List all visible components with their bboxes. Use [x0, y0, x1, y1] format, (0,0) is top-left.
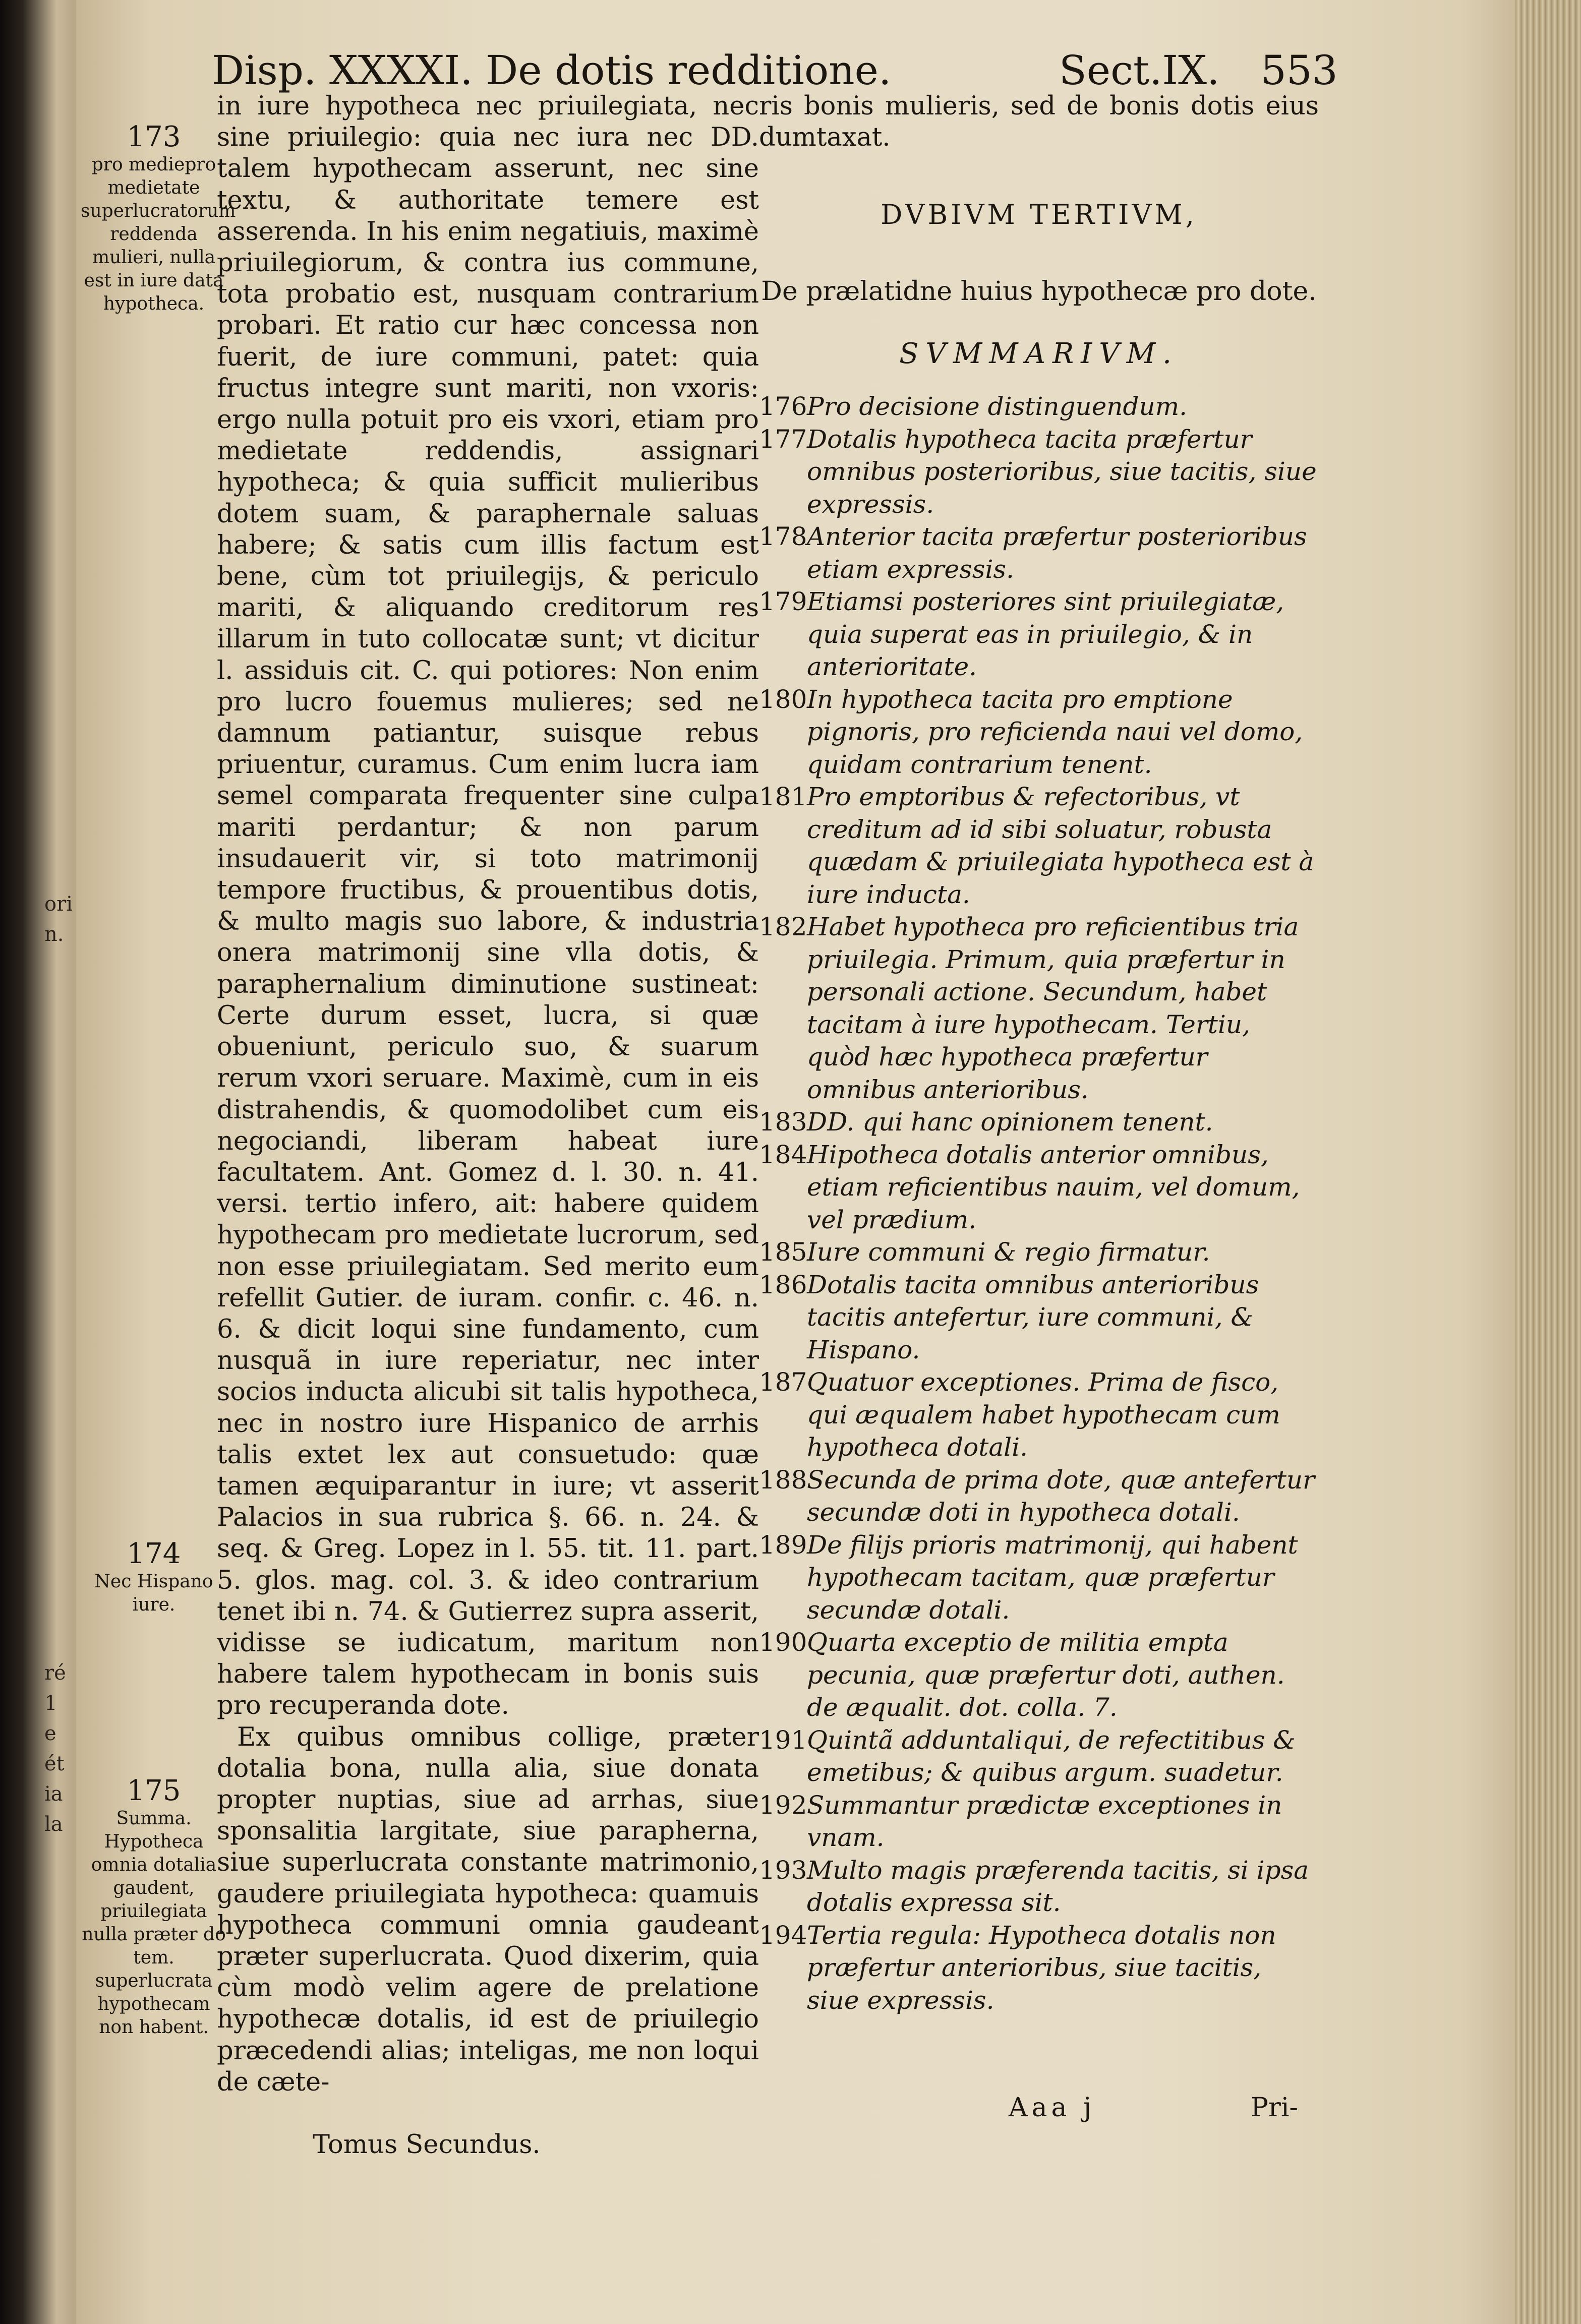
previous-page-edge: [0, 0, 76, 2324]
summary-item: [759, 1626, 1319, 1724]
summary-item-number: 189: [759, 1530, 807, 1560]
marginal-note-174: [81, 1538, 227, 1617]
summary-item: [759, 585, 1319, 683]
margin-number: 174: [127, 1537, 181, 1570]
section-subheading: De prælatidne huius hypothecæ pro dote.: [761, 276, 1317, 307]
marginal-note-175: [81, 1775, 227, 2039]
summary-item: [759, 1366, 1319, 1464]
page-number: 553: [1261, 47, 1338, 94]
summary-item: [759, 1919, 1319, 2017]
summary-item: [759, 683, 1319, 781]
summary-item-text: Dotalis tacita omnibus anterioribus tacitis antefertur, iure communi, & Hispano.: [807, 1270, 1259, 1364]
prev-page-fragment: e: [44, 1722, 56, 1745]
summary-item-text: Anterior tacita præfertur posterioribus etiam expressis.: [807, 522, 1307, 584]
summary-item-number: 178: [759, 522, 807, 551]
summary-item-text: Quarta exceptio de militia empta pecunia, quæ præfertur doti, authen. de æqualit. dot. colla. 7.: [807, 1628, 1285, 1722]
summary-item-text: Tertia regula: Hypotheca dotalis non præfertur anterioribus, siue tacitis, siue expressis.: [807, 1920, 1276, 2015]
summary-item: [759, 1529, 1319, 1627]
margin-text: Summa. Hypotheca omnia dotalia gaudent, priuilegiata nulla præter do tem. superlucrata hypothecam non habent.: [82, 1808, 226, 2038]
summary-item-number: 176: [759, 392, 807, 421]
summary-item-text: Pro decisione distinguendum.: [807, 392, 1188, 421]
margin-text: pro mediepro medietate superlucratorum reddenda mulieri, nulla est in iure data hypotheca.: [81, 154, 236, 314]
summary-item-text: Dotalis hypotheca tacita præfertur omnibus posterioribus, siue tacitis, siue expressis.: [807, 424, 1317, 519]
prev-page-fragment: n.: [44, 923, 64, 946]
catchword: Pri-: [1251, 2093, 1299, 2123]
summary-item-text: Habet hypotheca pro reficientibus tria priuilegia. Primum, quia præfertur in personali actione. Secundum, habet tacitam à iure hypothecam. Tertiu, quòd hæc hypotheca præfertur omnibus anterioribus.: [807, 912, 1299, 1104]
summary-item-text: Multo magis præferenda tacitis, si ipsa dotalis expressa sit.: [807, 1855, 1309, 1917]
summary-item-text: Hipotheca dotalis anterior omnibus, etiam reficientibus nauim, vel domum, vel prædium.: [807, 1140, 1300, 1234]
summary-item-text: Iure communi & regio firmatur.: [807, 1237, 1210, 1267]
summary-item: [759, 1106, 1319, 1139]
summary-item: [759, 781, 1319, 911]
prev-page-fragment: ia: [44, 1782, 63, 1806]
summary-item: [759, 390, 1319, 423]
summary-item-text: DD. qui hanc opinionem tenent.: [807, 1107, 1213, 1137]
prev-page-fragment: ori: [44, 892, 73, 916]
summary-item-number: 180: [759, 684, 807, 714]
summary-item: [759, 423, 1319, 521]
summary-item-text: Quintã adduntaliqui, de refectitibus & emetibus; & quibus argum. suadetur.: [807, 1725, 1296, 1787]
summary-item: [759, 1464, 1319, 1529]
prev-page-fragment: ét: [44, 1752, 65, 1775]
signature-mark: Aaa j: [1009, 2093, 1096, 2123]
summary-item-text: In hypotheca tacita pro emptione pignoris, pro reficienda naui vel domo, quidam contrarium tenent.: [807, 684, 1303, 779]
summary-item: [759, 1724, 1319, 1789]
summary-item-text: Etiamsi posteriores sint priuilegiatæ, quia superat eas in priuilegio, & in anterioritate.: [807, 587, 1284, 681]
summary-item: [759, 911, 1319, 1106]
summary-item-text: Pro emptoribus & refectoribus, vt creditum ad id sibi soluatur, robusta quædam & priuilegiata hypotheca est à iure inducta.: [807, 782, 1314, 909]
left-column: [217, 91, 759, 2098]
summary-item-number: 194: [759, 1920, 807, 1950]
summary-item-text: De filijs prioris matrimonij, qui habent hypothecam tacitam, quæ præfertur secundæ dotali.: [807, 1530, 1298, 1625]
summary-item-number: 181: [759, 782, 807, 811]
header-title: Disp. XXXXI. De dotis redditione.: [212, 47, 892, 94]
summary-item: [759, 1269, 1319, 1366]
summary-item-text: Secunda de prima dote, quæ antefertur secundæ doti in hypotheca dotali.: [807, 1465, 1315, 1527]
section-heading: DVBIVM TERTIVM,: [881, 199, 1197, 230]
header-section: Sect.IX.: [1059, 47, 1220, 94]
summary-item-number: 182: [759, 912, 807, 941]
summary-item-number: 185: [759, 1237, 807, 1267]
marginal-note-173: [81, 121, 236, 316]
summary-item: [759, 1789, 1319, 1854]
summary-item-number: 190: [759, 1628, 807, 1657]
summary-item-text: Summantur prædictæ exceptiones in vnam.: [807, 1790, 1282, 1852]
summary-item: [759, 1139, 1319, 1236]
summary-item: [759, 1854, 1319, 1919]
summary-item-number: 187: [759, 1367, 807, 1397]
margin-number: 175: [127, 1774, 181, 1807]
summary-item: [759, 1236, 1319, 1269]
prev-page-fragment: ré: [44, 1661, 66, 1685]
summary-item-number: 177: [759, 424, 807, 454]
summary-item-number: 192: [759, 1790, 807, 1820]
summary-list: [759, 390, 1319, 2016]
body-paragraph: Ex quibus omnibus collige, præter dotalia bona, nulla alia, siue donata propter nuptias, siue ad arrhas, siue sponsalitia largitate, siue paraphernа, siue superlucrata constante matrimonio, gaudere priuilegiata hypotheca: quamuis hypotheca communi omnia gaudeant præter superlucrata. Quod dixerim, quia cùm modò velim agere de prelatione hypothecæ dotalis, id est de priuilegio præcedendi alias; inteligas, me non loqui de cæte-: [217, 1722, 759, 2097]
continued-text: ris bonis mulieris, sed de bonis dotis eius dumtaxat.: [759, 91, 1319, 152]
summary-item-number: 188: [759, 1465, 807, 1495]
summary-item-number: 193: [759, 1855, 807, 1885]
summary-item-number: 184: [759, 1140, 807, 1169]
prev-page-fragment: 1: [44, 1692, 57, 1715]
volume-line: Tomus Secundus.: [313, 2130, 541, 2160]
summary-item-number: 183: [759, 1107, 807, 1137]
right-column: [759, 91, 1319, 2016]
summary-heading: SVMMARIVM.: [899, 337, 1179, 370]
page-edges: [1515, 0, 1581, 2324]
summary-item: [759, 520, 1319, 585]
summary-item-text: Quatuor exceptiones. Prima de fisco, qui æqualem habet hypothecam cum hypotheca dotali.: [807, 1367, 1280, 1462]
summary-item-number: 191: [759, 1725, 807, 1755]
prev-page-fragment: la: [44, 1813, 63, 1836]
body-paragraph: in iure hypotheca nec priuilegiata, nec sine priuilegio: quia nec iura nec DD. talem hypothecam asserunt, nec sine textu, & authoritate temere est asserenda. In his enim negatiuis, maximè priuilegiorum, & contra ius commune, tota probatio est, nusquam contrarium probari. Et ratio cur hæc concessa non fuerit, de iure communi, patet: quia fructus integre sunt mariti, non vxoris: ergo nulla potuit pro eis vxori, etiam pro medietate reddendis, assignari hypotheca; & quia sufficit mulieribus dotem suam, & paraphernale saluas habere; & satis cum illis factum est bene, cùm tot priuilegijs, & periculo mariti, & aliquando creditorum res illarum in tuto collocatæ sunt; vt dicitur l. assiduis cit. C. qui potiores: Non enim pro lucro fouemus mulieres; sed ne damnum patiantur, suisque rebus priuentur, curamus. Cum enim lucra iam semel comparata frequenter sine culpa mariti perdantur; & non parum insudauerit vir, si toto matrimonij tempore fructibus, & prouentibus dotis, & multo magis suo labore, & industria onera matrimonij sine vlla dotis, & paraphernalium diminutione sustineat: Certe durum esset, lucra, si quæ obueniunt, periculo suo, & suarum rerum vxori seruare. Maximè, cum in eis distrahendis, & quomodolibet cum eis negociandi, liberam habeat iure facultatem. Ant. Gomez d. l. 30. n. 41. versi. tertio infero, ait: habere quidem hypothecam pro medietate lucrorum, sed non esse priuilegiatam. Sed merito eum refellit Gutier. de iuram. confir. c. 46. n. 6. & dicit loqui sine fundamento, cum nusquã in iure reperiatur, nec inter socios inducta alicubi sit talis hypotheca, nec in nostro iure Hispanico de arrhis talis extet lex aut consuetudo: quæ tamen æquiparantur in iure; vt asserit Palacios in sua rubrica §. 66. n. 24. & seq. & Greg. Lopez in l. 55. tit. 11. part. 5. glos. mag. col. 3. & ideo contrarium tenet ibi n. 74. & Gutierrez supra asserit, vidisse se iudicatum, maritum non habere talem hypothecam in bonis suis pro recuperanda dote.: [217, 91, 759, 1721]
summary-item-number: 179: [759, 587, 807, 616]
summary-item-number: 186: [759, 1270, 807, 1299]
margin-text: Nec Hispano iure.: [94, 1571, 213, 1615]
margin-number: 173: [127, 121, 181, 153]
